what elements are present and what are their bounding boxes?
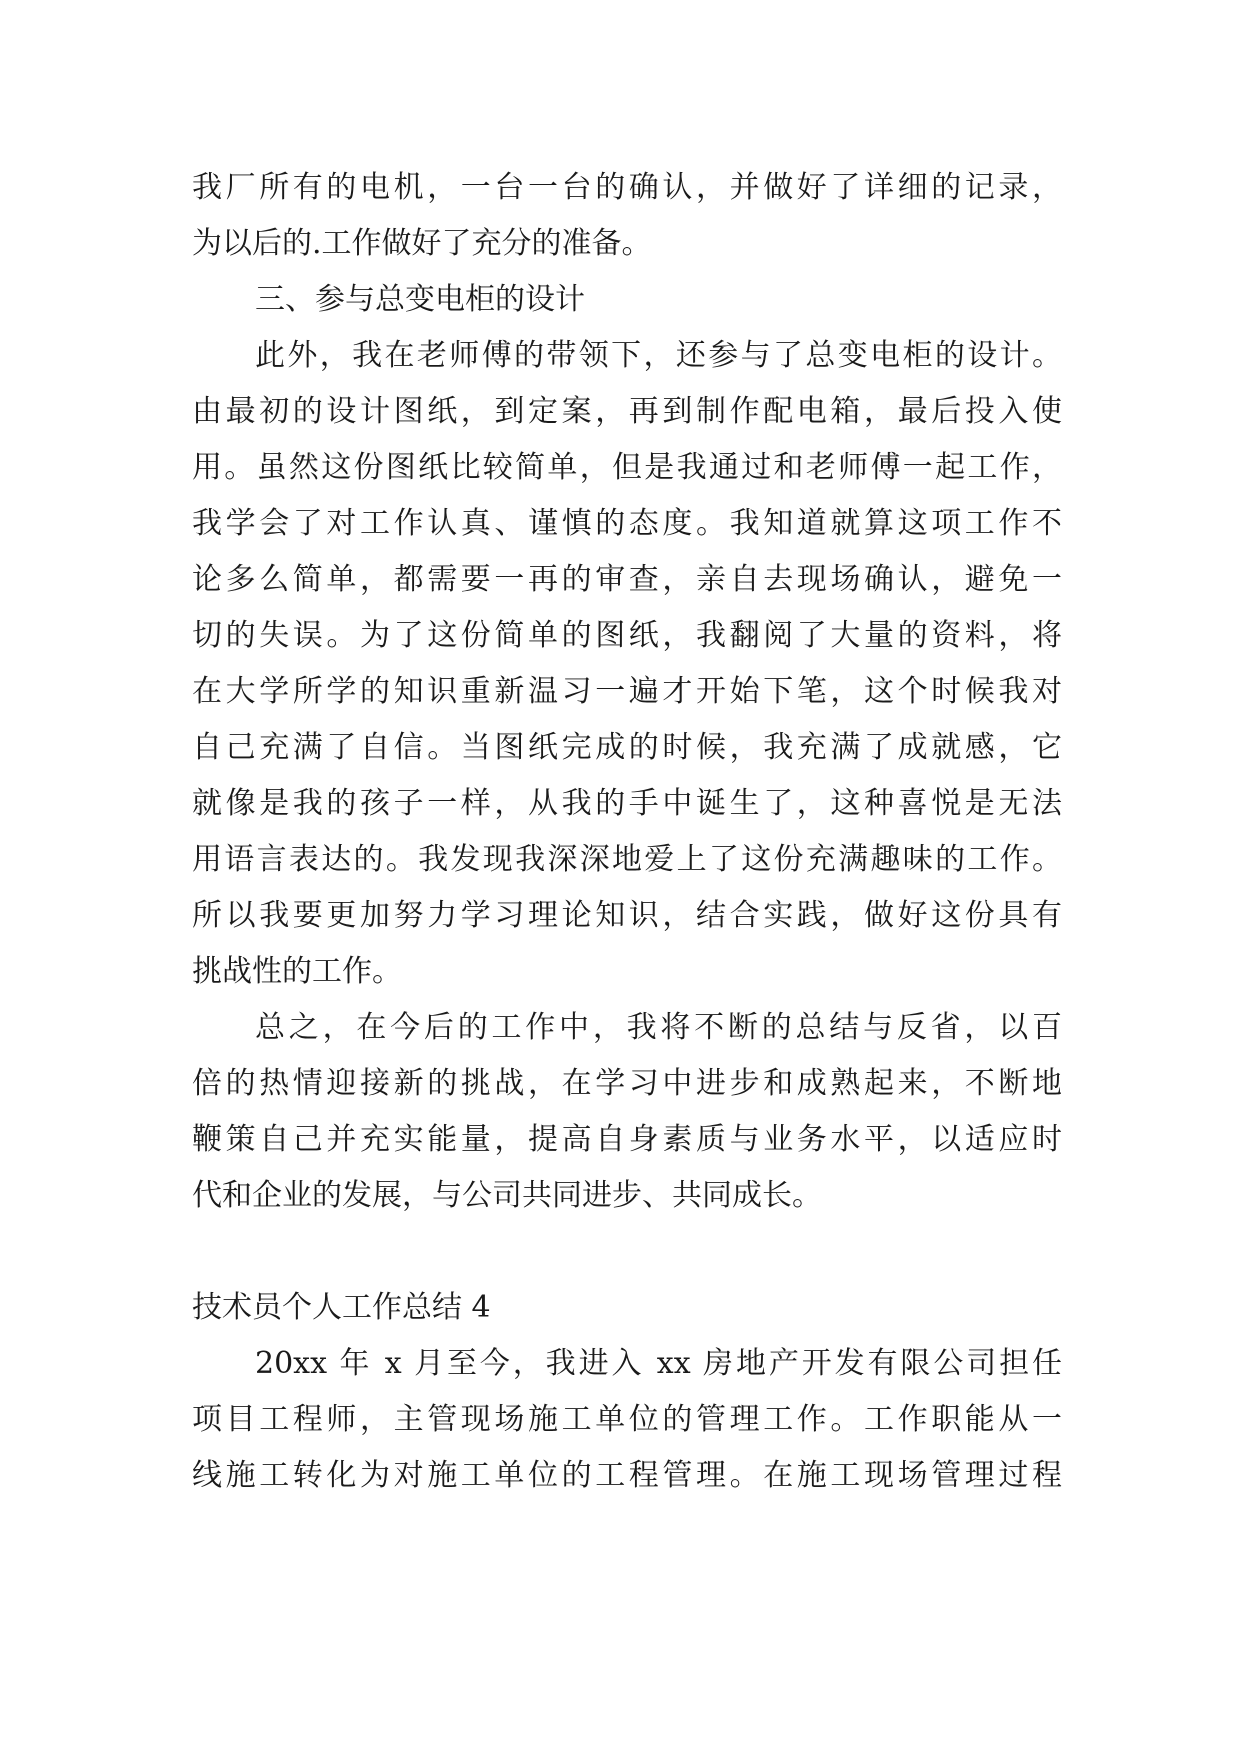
text-line: 倍的热情迎接新的挑战，在学习中进步和成熟起来，不断地 [192, 1066, 1062, 1101]
text-line: 就像是我的孩子一样，从我的手中诞生了，这种喜悦是无法 [192, 786, 1062, 821]
text-line: 由最初的设计图纸，到定案，再到制作配电箱，最后投入使 [192, 394, 1062, 429]
text-line: 鞭策自己并充实能量，提高自身素质与业务水平，以适应时 [192, 1122, 1062, 1157]
text-line: 在大学所学的知识重新温习一遍才开始下笔，这个时候我对 [192, 674, 1062, 709]
text-line: 我厂所有的电机，一台一台的确认，并做好了详细的记录， [192, 170, 1062, 205]
blank-line [192, 1224, 1062, 1280]
text-line: 挑战性的工作。 [192, 954, 402, 989]
text-line: 20xx 年 x 月至今，我进入 xx 房地产开发有限公司担任 [255, 1346, 1062, 1381]
text-line: 此外，我在老师傅的带领下，还参与了总变电柜的设计。 [255, 338, 1062, 373]
text-line: 总之，在今后的工作中，我将不断的总结与反省，以百 [255, 1010, 1062, 1045]
paragraph-section-3 [192, 328, 1062, 1000]
document-body [192, 160, 1062, 1504]
paragraph-intro [192, 160, 1062, 272]
text-line: 切的失误。为了这份简单的图纸，我翻阅了大量的资料，将 [192, 618, 1062, 653]
paragraph-summary-4 [192, 1336, 1062, 1504]
text-line: 自己充满了自信。当图纸完成的时候，我充满了成就感，它 [192, 730, 1062, 765]
text-line: 线施工转化为对施工单位的工程管理。在施工现场管理过程 [192, 1458, 1062, 1493]
text-line: 为以后的.工作做好了充分的准备。 [192, 226, 652, 261]
text-line: 我学会了对工作认真、谨慎的态度。我知道就算这项工作不 [192, 506, 1062, 541]
text-line: 所以我要更加努力学习理论知识，结合实践，做好这份具有 [192, 898, 1062, 933]
paragraph-conclusion [192, 1000, 1062, 1224]
text-line: 代和企业的发展，与公司共同进步、共同成长。 [192, 1178, 822, 1213]
section-heading: 三、参与总变电柜的设计 [255, 282, 585, 317]
text-line: 用语言表达的。我发现我深深地爱上了这份充满趣味的工作。 [192, 842, 1062, 877]
text-line: 论多么简单，都需要一再的审查，亲自去现场确认，避免一 [192, 562, 1062, 597]
text-line: 用。虽然这份图纸比较简单，但是我通过和老师傅一起工作， [192, 450, 1062, 485]
text-line: 项目工程师，主管现场施工单位的管理工作。工作职能从一 [192, 1402, 1062, 1437]
document-title: 技术员个人工作总结 4 [192, 1290, 491, 1325]
